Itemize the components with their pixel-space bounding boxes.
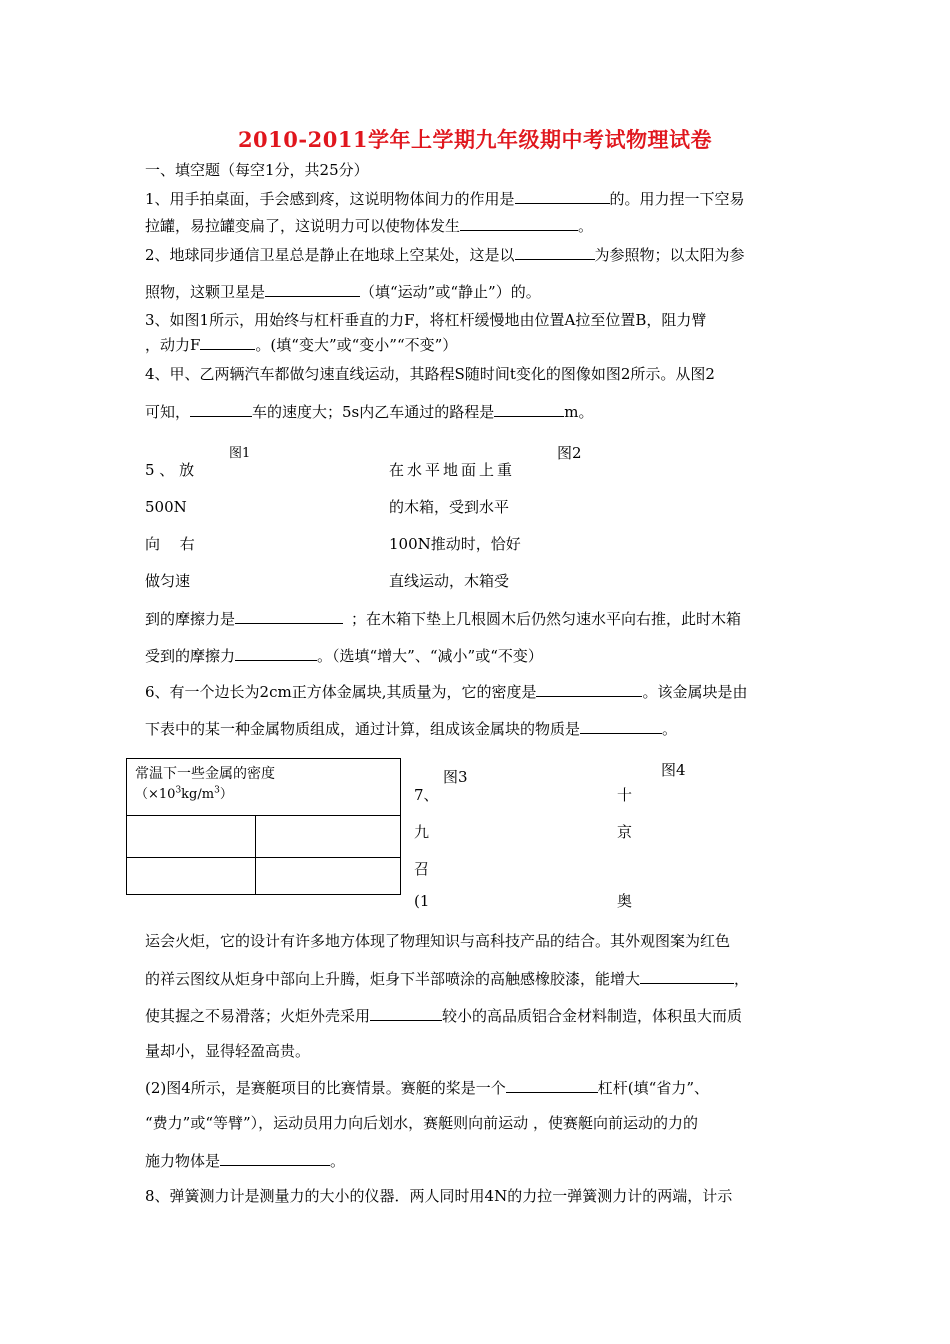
table-cell	[127, 816, 256, 858]
question-7-line-5: (2)图4所示，是赛艇项目的比赛情景。赛艇的桨是一个 杠杆(填“省力”、	[145, 1079, 709, 1097]
table-caption: 常温下一些金属的密度 $(\times 10^3kg/m^3)$	[127, 759, 401, 816]
question-1-line-2: 拉罐，易拉罐变扁了，这说明力可以使物体发生 。	[145, 217, 594, 235]
q7-left-1: 7、	[414, 786, 439, 804]
question-7-line-2: 的祥云图纹从炬身中部向上升腾，炬身下半部喷涂的高触感橡胶漆，能增大 ，	[145, 970, 750, 988]
question-5-line-6: 受到的摩擦力 。（选填“增大”、“减小”或“不变）	[145, 647, 543, 665]
q5-left-4: 做匀速	[145, 572, 191, 590]
section-heading: 一、填空题（每空1分，共25分）	[145, 161, 369, 179]
question-1-line-1: 1、用手拍桌面，手会感到疼，这说明物体间力的作用是 的。用力捏一下空易	[145, 190, 745, 208]
question-3-line-2: ，动力F 。(填“变大”或“变小”“不变”）	[145, 336, 458, 354]
q7-right-4: 奥	[617, 892, 633, 910]
q5-right-2: 的木箱，受到水平	[389, 498, 510, 516]
question-3-line-1: 3、如图1所示，用始终与杠杆垂直的力F，将杠杆缓慢地由位置A拉至位置B，阻力臂	[145, 311, 707, 329]
answer-blank[interactable]	[235, 645, 317, 661]
table-cell	[256, 858, 401, 895]
answer-blank[interactable]	[460, 215, 578, 231]
question-7-line-7: 施力物体是 。	[145, 1152, 346, 1170]
answer-blank[interactable]	[536, 681, 642, 697]
question-7-line-6: “费力”或“等臂”），运动员用力向后划水，赛艇则向前运动 ，使赛艇向前运动的力的	[145, 1114, 698, 1132]
q7-right-1: 十	[617, 786, 633, 804]
answer-blank[interactable]	[200, 334, 255, 350]
question-2-line-1: 2、地球同步通信卫星总是静止在地球上空某处，这是以 为参照物；以太阳为参	[145, 246, 745, 264]
exam-title: 2010-2011学年上学期九年级期中考试物理试卷	[237, 127, 713, 152]
question-6-line-2: 下表中的某一种金属物质组成，通过计算，组成该金属块的物质是 。	[145, 720, 678, 738]
table-cell	[256, 816, 401, 858]
figure-4-label: 图4	[661, 761, 686, 779]
density-table	[126, 758, 401, 895]
q7-left-4: (1	[414, 892, 430, 910]
answer-blank[interactable]	[370, 1005, 442, 1021]
question-6-line-1: 6、有一个边长为2cm正方体金属块,其质量为，它的密度是 。该金属块是由	[145, 683, 748, 701]
question-8-line-1: 8、弹簧测力计是测量力的大小的仪器．两人同时用4N的力拉一弹簧测力计的两端，计示	[145, 1187, 733, 1205]
q7-left-2: 九	[414, 823, 430, 841]
answer-blank[interactable]	[265, 281, 360, 297]
q7-left-3: 召	[414, 860, 430, 878]
question-4-line-1: 4、甲、乙两辆汽车都做匀速直线运动，其路程S随时间t变化的图像如图2所示。从图2	[145, 365, 715, 383]
answer-blank[interactable]	[640, 968, 734, 984]
answer-blank[interactable]	[220, 1150, 330, 1166]
answer-blank[interactable]	[515, 188, 610, 204]
figure-2-label: 图2	[557, 444, 582, 462]
figure-1-label: 图1	[229, 446, 251, 461]
q5-right-3: 100N推动时，恰好	[389, 535, 521, 553]
figure-3-label: 图3	[443, 768, 468, 786]
q7-right-2: 京	[617, 823, 633, 841]
table-cell	[127, 858, 256, 895]
answer-blank[interactable]	[580, 718, 662, 734]
question-2-line-2: 照物，这颗卫星是 （填“运动”或“静止”）的。	[145, 283, 541, 301]
question-4-line-2: 可知， 车的速度大；5s内乙车通过的路程是 m。	[145, 403, 594, 421]
answer-blank[interactable]	[235, 608, 343, 624]
question-7-line-1: 运会火炬，它的设计有许多地方体现了物理知识与高科技产品的结合。其外观图案为红色	[145, 932, 731, 950]
answer-blank[interactable]	[190, 401, 252, 417]
q5-left-1: 5 、 放	[145, 461, 195, 479]
question-7-line-4: 量却小，显得轻盈高贵。	[145, 1042, 311, 1060]
answer-blank[interactable]	[515, 244, 595, 260]
q5-right-4: 直线运动，木箱受	[389, 572, 510, 590]
question-7-line-3: 使其握之不易滑落；火炬外壳采用 较小的高品质铝合金材料制造，体积虽大而质	[145, 1007, 743, 1025]
question-5-line-5: 到的摩擦力是 ；在木箱下垫上几根圆木后仍然匀速水平向右推，此时木箱	[145, 610, 742, 628]
q5-right-1: 在水平地面上重	[389, 461, 516, 479]
answer-blank[interactable]	[506, 1077, 598, 1093]
answer-blank[interactable]	[494, 401, 564, 417]
q5-left-3: 向 右	[145, 535, 195, 553]
q5-left-2: 500N	[145, 498, 187, 516]
